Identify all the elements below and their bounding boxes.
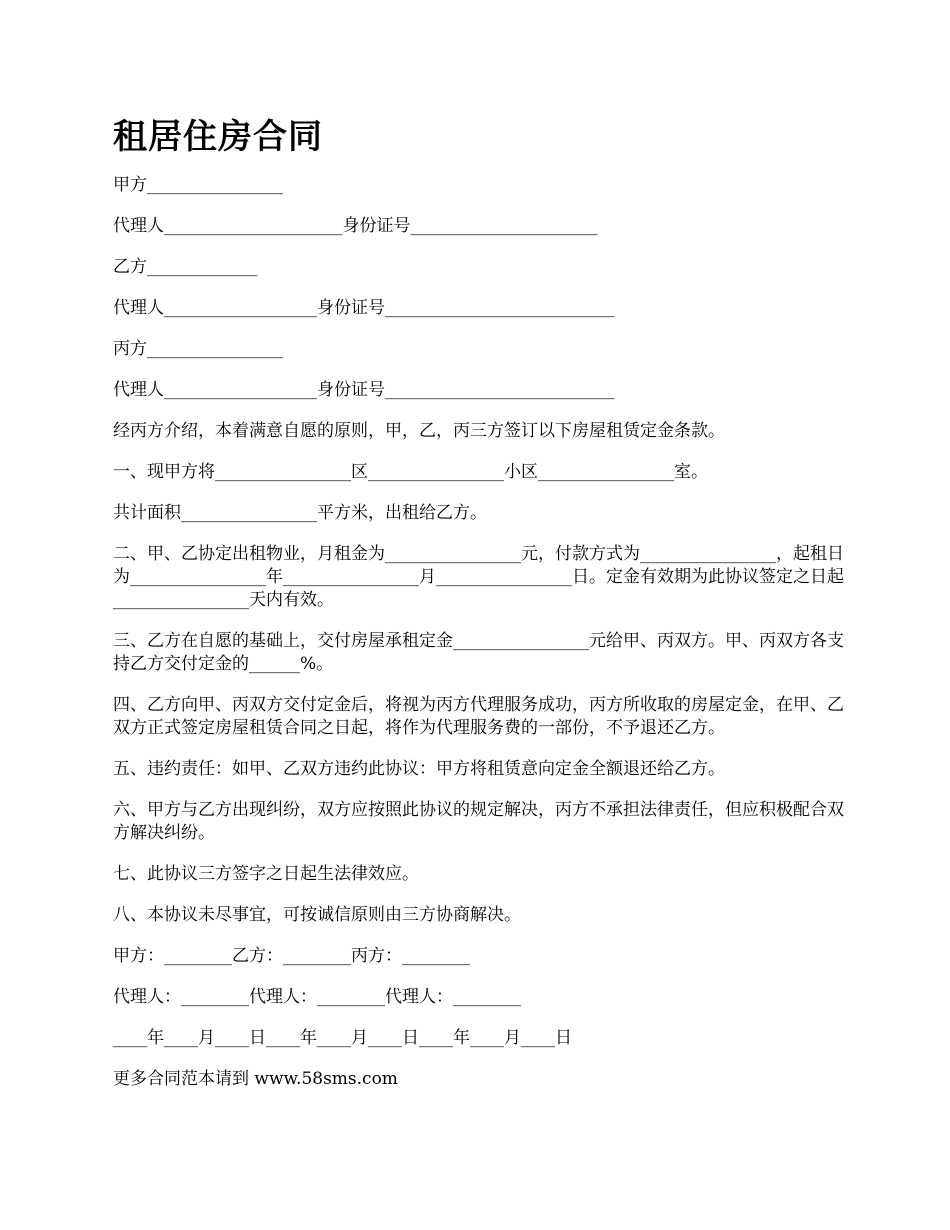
party-b-line: 乙方_____________ bbox=[113, 257, 258, 277]
party-c-line: 丙方________________ bbox=[113, 339, 283, 359]
document-page bbox=[113, 108, 848, 1091]
party-c-agent-line: 代理人__________________身份证号___________________________ bbox=[113, 380, 615, 400]
clause-6-disputes: 六、甲方与乙方出现纠纷，双方应按照此协议的规定解决，丙方不承担法律责任，但应积极配合双方解决纠纷。 bbox=[113, 800, 844, 843]
intro-paragraph: 经丙方介绍，本着满意自愿的原则，甲，乙，丙三方签订以下房屋租赁定金条款。 bbox=[113, 421, 725, 441]
document-title: 租居住房合同 bbox=[113, 117, 323, 157]
clause-4-service-fee: 四、乙方向甲、丙双方交付定金后，将视为丙方代理服务成功，丙方所收取的房屋定金，在甲、乙双方正式签定房屋租赁合同之日起，将作为代理服务费的一部份，不予退还乙方。 bbox=[113, 695, 844, 738]
signature-dates-line: ____年____月____日____年____月____日____年____月____日 bbox=[113, 1028, 572, 1048]
clause-1-area: 共计面积________________平方米，出租给乙方。 bbox=[113, 503, 487, 523]
party-a-agent-line: 代理人_____________________身份证号______________________ bbox=[113, 216, 598, 236]
clause-7-effect: 七、此协议三方签字之日起生法律效应。 bbox=[113, 864, 419, 884]
clause-2-rent: 二、甲、乙协定出租物业，月租金为________________元，付款方式为________________，起租日为________________年________________月________________日。定金有效期为此协议签定之日起________________天内有效。 bbox=[113, 544, 844, 610]
clause-8-misc: 八、本协议未尽事宜，可按诚信原则由三方协商解决。 bbox=[113, 905, 521, 925]
clause-3-deposit: 三、乙方在自愿的基础上，交付房屋承租定金________________元给甲、丙双方。甲、丙双方各支持乙方交付定金的______%。 bbox=[113, 631, 844, 674]
footer-note: 更多合同范本请到 www.58sms.com bbox=[113, 1069, 398, 1089]
signature-parties-line: 甲方：________乙方：________丙方：________ bbox=[113, 946, 470, 966]
clause-5-breach: 五、违约责任：如甲、乙双方违约此协议：甲方将租赁意向定金全额退还给乙方。 bbox=[113, 759, 725, 779]
party-a-line: 甲方________________ bbox=[113, 175, 283, 195]
clause-1-location: 一、现甲方将________________区________________小区________________室。 bbox=[113, 462, 708, 482]
party-b-agent-line: 代理人__________________身份证号___________________________ bbox=[113, 298, 615, 318]
signature-agents-line: 代理人：________代理人：________代理人：________ bbox=[113, 987, 521, 1007]
